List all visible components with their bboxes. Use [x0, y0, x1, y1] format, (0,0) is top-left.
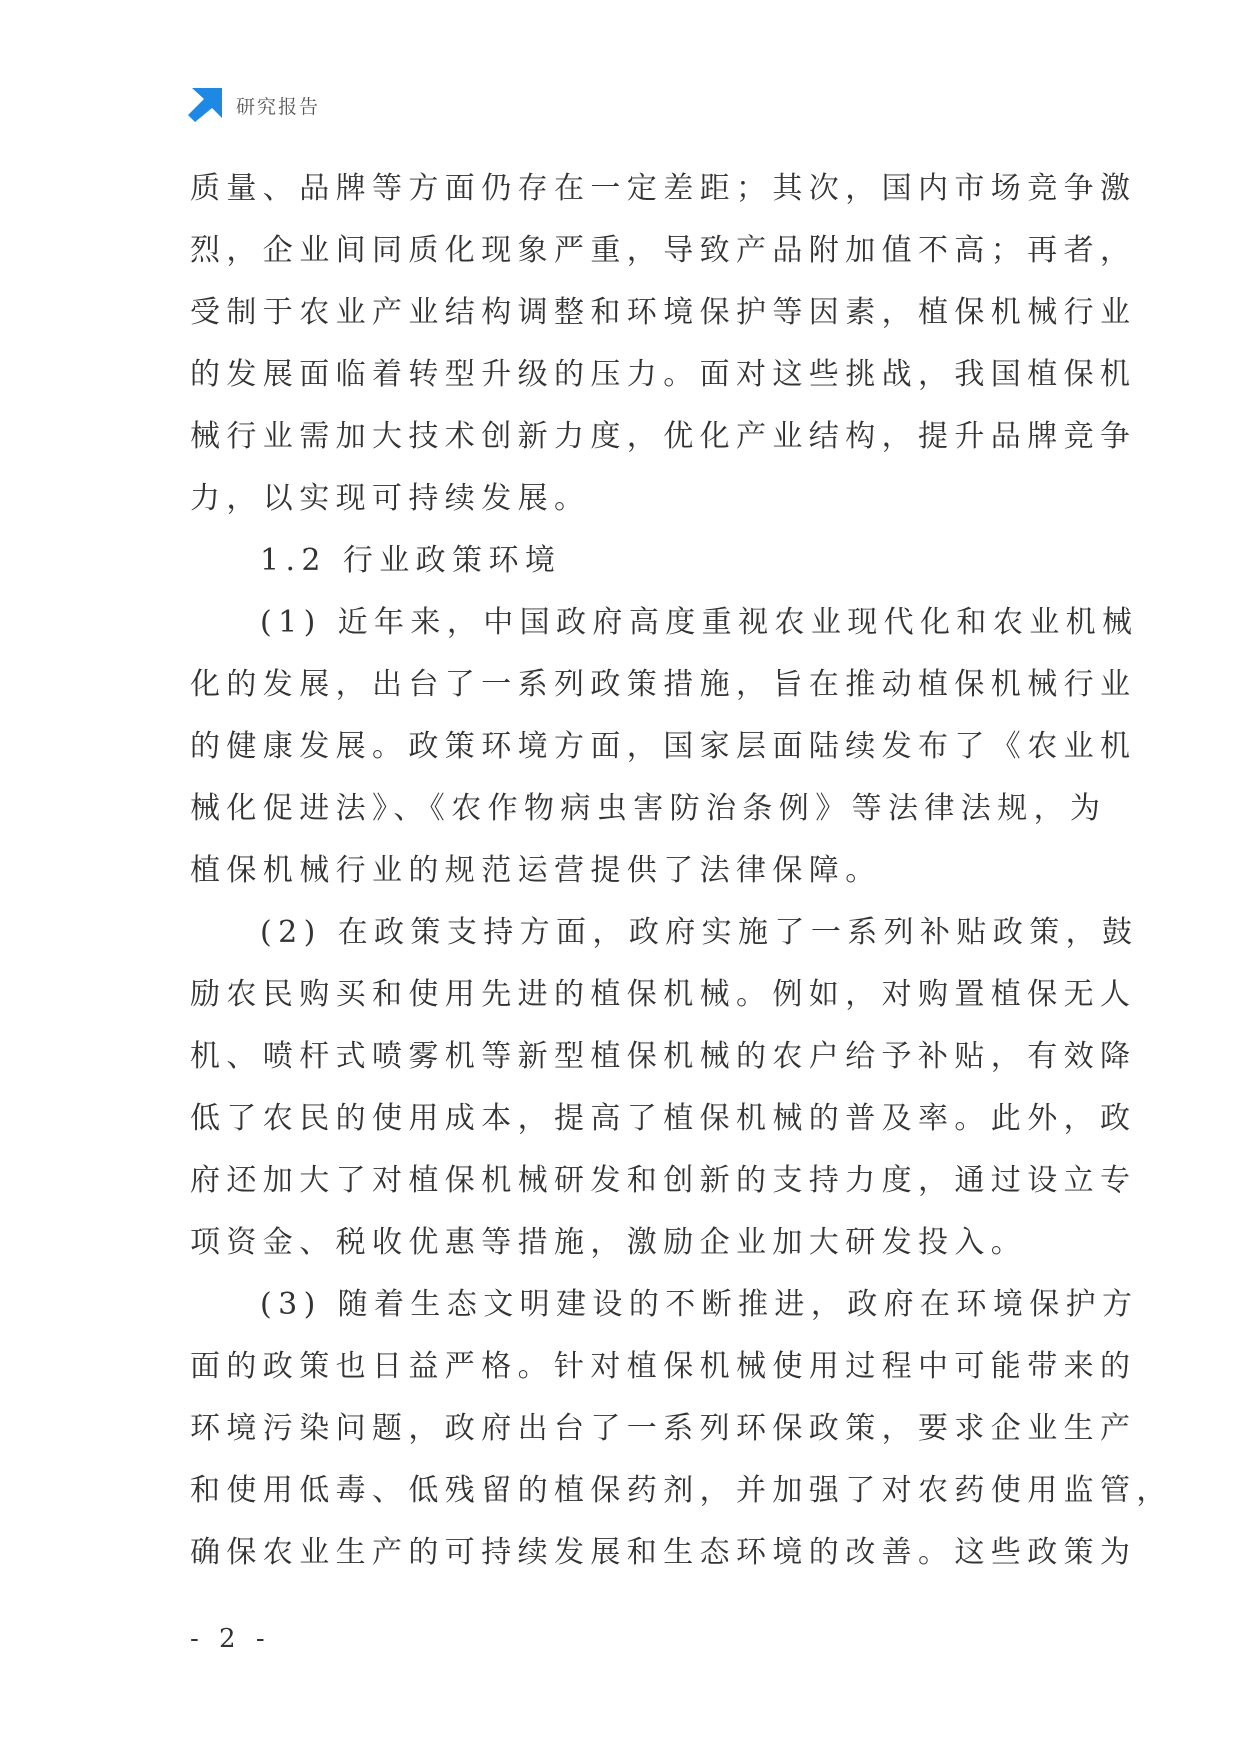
body-line: 低了农民的使用成本，提高了植保机械的普及率。此外，政 — [190, 1101, 1137, 1136]
body-line: 烈，企业间同质化现象严重，导致产品附加值不高；再者， — [190, 233, 1137, 268]
page-header — [188, 88, 320, 122]
body-line: 植保机械行业的规范运营提供了法律保障。 — [190, 853, 882, 888]
body-line: 面的政策也日益严格。针对植保机械使用过程中可能带来的 — [190, 1349, 1137, 1384]
body-line: 质量、品牌等方面仍存在一定差距；其次，国内市场竞争激 — [190, 171, 1137, 206]
body-line: 力，以实现可持续发展。 — [190, 481, 591, 516]
body-line: 确保农业生产的可持续发展和生态环境的改善。这些政策为 — [190, 1535, 1137, 1570]
paragraph-start: (3) 随着生态文明建设的不断推进，政府在环境保护方 — [260, 1287, 1139, 1322]
paragraph-start: (1) 近年来，中国政府高度重视农业现代化和农业机械 — [260, 605, 1139, 640]
page-number: - 2 - — [190, 1624, 271, 1654]
report-title: 研究报告 — [236, 95, 321, 118]
document-body — [190, 158, 1173, 1584]
body-line: 的发展面临着转型升级的压力。面对这些挑战，我国植保机 — [190, 357, 1137, 392]
section-heading: 1.2 行业政策环境 — [260, 543, 562, 578]
body-line: 府还加大了对植保机械研发和创新的支持力度，通过设立专 — [190, 1163, 1137, 1198]
body-line: 的健康发展。政策环境方面，国家层面陆续发布了《农业机 — [190, 729, 1137, 764]
body-line: 化的发展，出台了一系列政策措施，旨在推动植保机械行业 — [190, 667, 1137, 702]
body-line: 和使用低毒、低残留的植保药剂，并加强了对农药使用监管， — [190, 1473, 1173, 1508]
body-line: 环境污染问题，政府出台了一系列环保政策，要求企业生产 — [190, 1411, 1137, 1446]
paragraph-start: (2) 在政策支持方面，政府实施了一系列补贴政策，鼓 — [260, 915, 1139, 950]
body-line: 项资金、税收优惠等措施，激励企业加大研发投入。 — [190, 1225, 1028, 1260]
arrow-up-right-icon — [188, 88, 222, 122]
body-line: 械行业需加大技术创新力度，优化产业结构，提升品牌竞争 — [190, 419, 1137, 454]
body-line: 励农民购买和使用先进的植保机械。例如，对购置植保无人 — [190, 977, 1137, 1012]
body-line: 受制于农业产业结构调整和环境保护等因素，植保机械行业 — [190, 295, 1137, 330]
body-line: 械化促进法》、《农作物病虫害防治条例》等法律法规，为 — [190, 791, 1107, 826]
body-line: 机、喷杆式喷雾机等新型植保机械的农户给予补贴，有效降 — [190, 1039, 1137, 1074]
